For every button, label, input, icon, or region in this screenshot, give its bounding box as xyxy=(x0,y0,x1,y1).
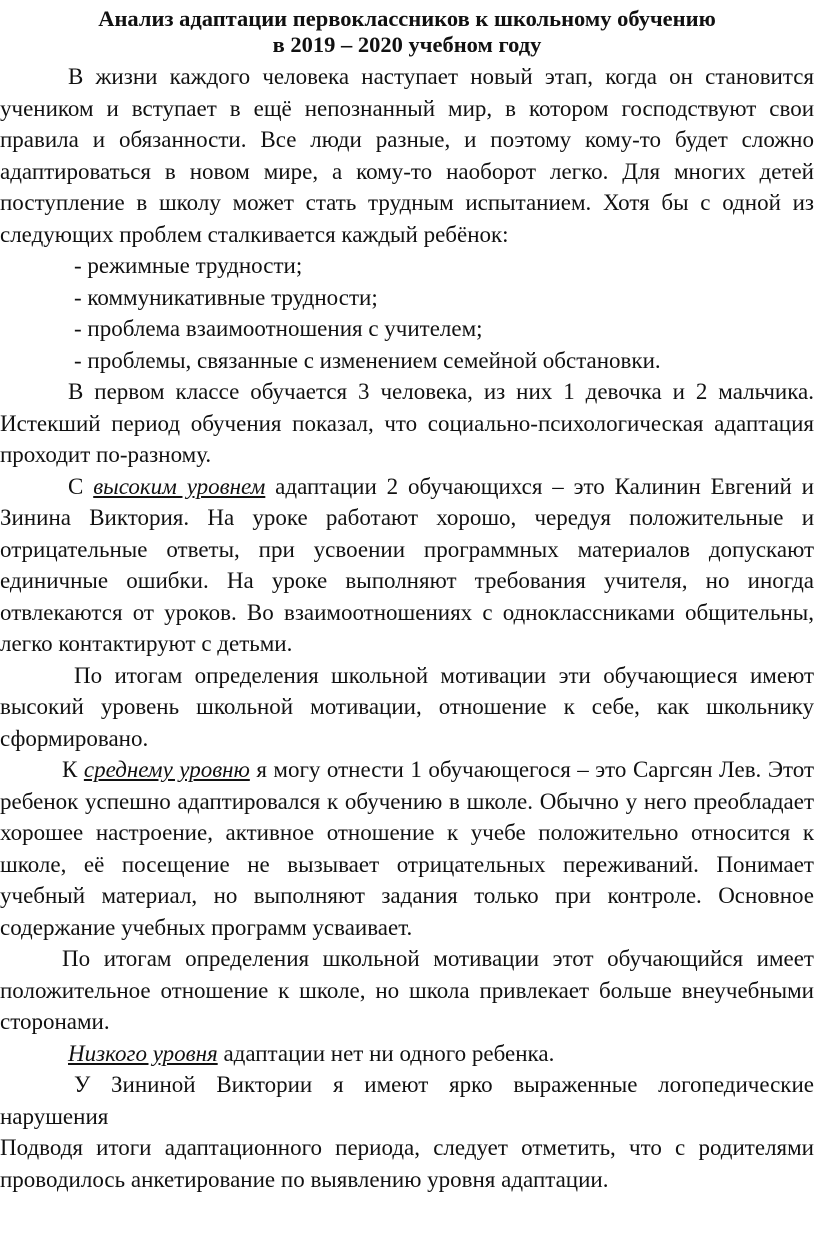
speech-note-paragraph: У Зининой Виктории я имеют ярко выраженные логопедические нарушения xyxy=(0,1072,814,1129)
high-level-text: адаптации 2 обучающихся – это Калинин Евгений и Зинина Виктория. На уроке работают хорошо, чередуя положительные и отрицательные ответы, при усвоении программных материалов допускают единичные ошибки. На уроке выполняют требования учителя, но иногда отвлекаются от уроков. Во взаимоотношениях с одноклассниками общительны, легко контактируют с детьми. xyxy=(0,473,814,656)
medium-level-term: среднему уровню xyxy=(83,757,250,782)
high-motivation-paragraph: По итогам определения школьной мотивации эти обучающиеся имеют высокий уровень школьной мотивации, отношение к себе, как школьнику сформировано. xyxy=(0,662,814,751)
high-level-paragraph xyxy=(0,471,814,660)
intro-paragraph: В жизни каждого человека наступает новый этап, когда он становится учеником и вступает в ещё непознанный мир, в котором господствуют свои правила и обязанности. Все люди разные, и поэтому кому-то будет сложно адаптироваться в новом мире, а кому-то наоборот легко. Для многих детей поступление в школу может стать трудным испытанием. Хотя бы с одной из следующих проблем сталкивается каждый ребёнок: xyxy=(0,64,814,247)
problem-item-2: - коммуникативные трудности; xyxy=(74,284,378,310)
low-level-paragraph xyxy=(0,1038,814,1070)
medium-motivation-paragraph: По итогам определения школьной мотивации этот обучающийся имеет положительное отношение к школе, но школа привлекает больше внеучебными сторонами. xyxy=(0,946,814,1034)
medium-level-text: я могу отнести 1 обучающегося – это Саргсян Лев. Этот ребенок успешно адаптировался к обучению в школе. Обычно у него преобладает хорошее настроение, активное отношение к учебе положительно относится к школе, её посещение не вызывает отрицательных переживаний. Понимает учебный материал, но выполняют задания только при контроле. Основное содержание учебных программ усваивает. xyxy=(0,757,814,940)
conclusion-paragraph: Подводя итоги адаптационного периода, следует отметить, что с родителями проводилось анкетирование по выявлению уровня адаптации. xyxy=(0,1135,814,1192)
problem-item-3: - проблема взаимоотношения с учителем; xyxy=(74,316,483,341)
high-level-prefix: С xyxy=(68,473,94,499)
low-level-term: Низкого уровня xyxy=(68,1040,218,1066)
problem-item-1: - режимные трудности; xyxy=(74,253,303,278)
title-line-1: Анализ адаптации первоклассников к школьному обучению xyxy=(98,6,716,31)
document-title xyxy=(0,6,814,58)
low-level-text: адаптации нет ни одного ребенка. xyxy=(217,1040,555,1066)
title-line-2: в 2019 – 2020 учебном году xyxy=(272,32,542,57)
problem-item-4: - проблемы, связанные с изменением семейной обстановки. xyxy=(74,347,661,373)
class-info-paragraph: В первом классе обучается 3 человека, из них 1 девочка и 2 мальчика. Истекший период обучения показал, что социально-психологическая адаптация проходит по-разному. xyxy=(0,379,814,467)
medium-level-paragraph xyxy=(0,754,814,943)
medium-level-prefix: К xyxy=(62,757,84,782)
high-level-term: высоким уровнем xyxy=(93,473,266,499)
